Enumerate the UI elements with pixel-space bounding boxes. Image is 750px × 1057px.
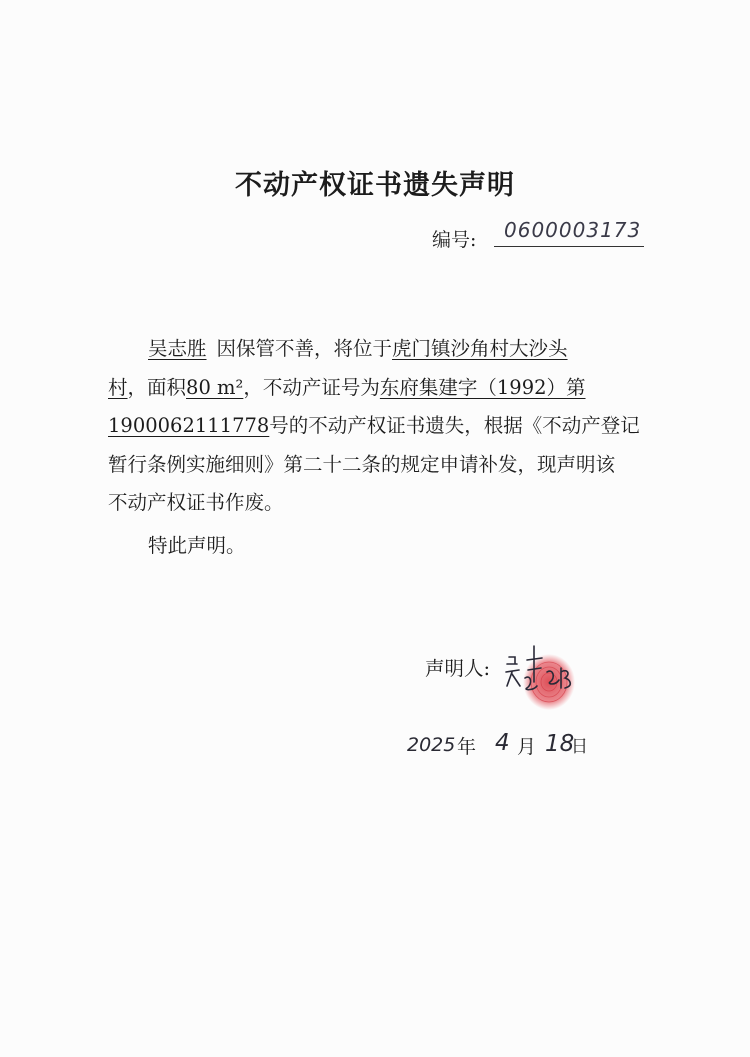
date-year-unit: 年 [457,736,477,758]
handwritten-signature-with-fingerprint [503,642,588,714]
statement-line-5: 不动产权证书作废。 [108,491,284,514]
statement-line-2 [108,369,628,408]
closing-text: 特此声明。 [148,534,246,557]
date-month: 4 [495,730,510,756]
property-location: 虎门镇沙角村大沙头 [392,337,568,360]
handwritten-date [405,730,605,770]
statement-line-3 [108,407,640,446]
date-day-unit: 日 [571,737,588,757]
statement-text: 号的不动产权证书遗失，根据《不动产登记 [269,414,640,437]
property-area: 80 m² [186,375,244,399]
declarant-name: 吴志胜 [148,337,207,360]
statement-line-1 [108,330,628,369]
certificate-number: 东府集建字（1992）第 [379,375,586,399]
declarant-label: 声明人: [425,657,491,680]
serial-number-label: 编号: [432,229,477,251]
statement-text: ，不动产证号为 [243,375,380,399]
date-year: 2025 [407,734,456,756]
statement-line-4: 暂行条例实施细则》第二十二条的规定申请补发，现声明该 [108,452,616,476]
document-title: 不动产权证书遗失声明 [235,170,515,201]
serial-number-handwritten: 0600003173 [494,218,644,247]
statement-body [108,330,640,523]
date-month-unit: 月 [517,736,537,758]
signature-graphic [503,642,588,714]
date-day: 18 [545,731,575,757]
statement-text: 因保管不善，将位于 [216,337,393,360]
property-location-cont: 村 [108,375,128,399]
statement-text: ，面积 [127,375,187,399]
certificate-number-cont: 1900062111778 [108,414,270,437]
